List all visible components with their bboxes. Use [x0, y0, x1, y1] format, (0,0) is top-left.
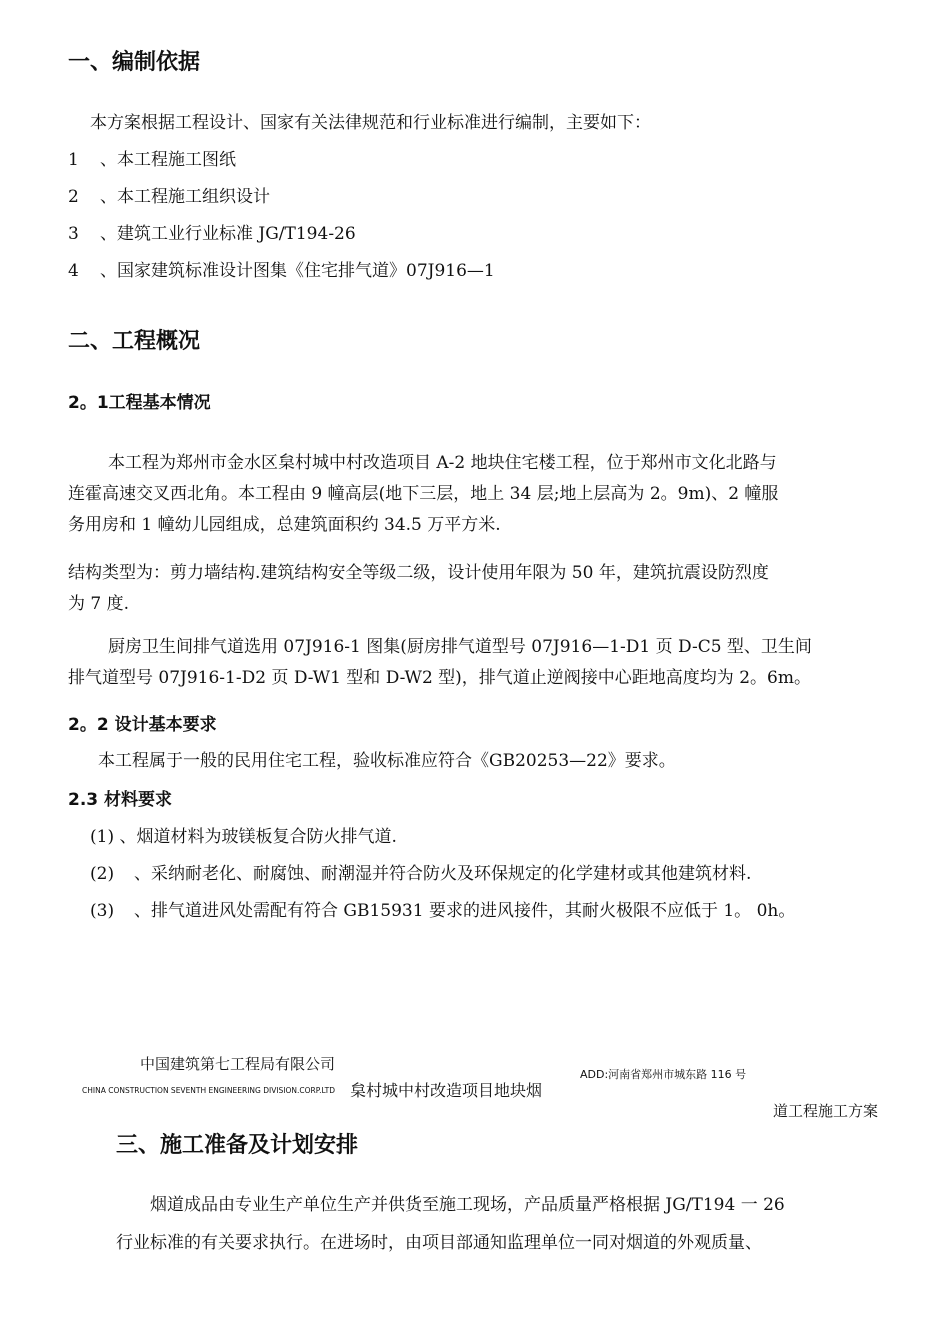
subsection-2-3-heading: 2.3 材料要求 [68, 790, 173, 810]
company-name-cn: 中国建筑第七工程局有限公司 [140, 1055, 336, 1073]
paragraph-line: 本工程为郑州市金水区枲村城中村改造项目 A-2 地块住宅楼工程，位于郑州市文化北路与 [108, 453, 777, 473]
paragraph-line: 为 7 度. [68, 594, 130, 614]
paragraph-line: 排气道型号 07J916-1-D2 页 D-W1 型和 D-W2 型)，排气道止逆阀接中心距地高度均为 2。6m。 [68, 668, 811, 688]
design-requirement-text: 本工程属于一般的民用住宅工程，验收标准应符合《GB20253—22》要求。 [98, 751, 676, 771]
paragraph-structure-type [68, 558, 908, 620]
list-item-text: 、采纳耐老化、耐腐蚀、耐潮湿并符合防火及环保规定的化学建材或其他建筑材料. [134, 864, 752, 884]
paragraph-line: 结构类型为：剪力墙结构.建筑结构安全等级二级，设计使用年限为 50 年，建筑抗震设防烈度 [68, 563, 769, 583]
list-item-text: 、本工程施工组织设计 [100, 187, 270, 207]
list-item-text: 、国家建筑标准设计图集《住宅排气道》07J916—1 [100, 261, 495, 281]
paragraph-preparation [116, 1186, 906, 1262]
section-2-heading: 二、工程概况 [68, 329, 201, 354]
list-item [90, 859, 751, 884]
section-3-heading: 三、施工准备及计划安排 [116, 1133, 359, 1158]
list-item-number: 2 [68, 187, 79, 207]
list-item-text: 、烟道材料为玻镁板复合防火排气道. [119, 827, 397, 847]
list-item-text: 、排气道进风处需配有符合 GB15931 要求的进风接件，其耐火极限不应低于 1。 0h。 [134, 901, 796, 921]
list-item [90, 822, 397, 847]
paragraph-line: 务用房和 1 幢幼儿园组成，总建筑面积约 34.5 万平方米. [68, 515, 501, 535]
section-1-heading: 一、编制依据 [68, 50, 201, 75]
list-item-number: (2) [90, 864, 115, 884]
list-item [68, 182, 270, 207]
list-item [90, 896, 795, 921]
paragraph-line: 行业标准的有关要求执行。在进场时，由项目部通知监理单位一同对烟道的外观质量、 [116, 1233, 762, 1253]
list-item [68, 256, 495, 281]
list-item-number: (3) [90, 901, 115, 921]
paragraph-exhaust-duct [68, 632, 908, 694]
list-item-number: 3 [68, 224, 79, 244]
subsection-2-1-heading: 2。1工程基本情况 [68, 393, 211, 413]
section-1-intro: 本方案根据工程设计、国家有关法律规范和行业标准进行编制，主要如下： [90, 113, 651, 133]
subsection-2-2-heading: 2。2 设计基本要求 [68, 715, 217, 735]
company-name-en: CHINA CONSTRUCTION SEVENTH ENGINEERING DIVISION.CORP.LTD [82, 1086, 336, 1095]
project-title-part2: 道工程施工方案 [773, 1102, 879, 1120]
paragraph-line: 厨房卫生间排气道选用 07J916-1 图集(厨房排气道型号 07J916—1-D1 页 D-C5 型、卫生间 [108, 637, 812, 657]
list-item-number: 4 [68, 261, 79, 281]
project-title-part1: 枲村城中村改造项目地块烟 [350, 1081, 543, 1100]
list-item-text: 、本工程施工图纸 [100, 150, 236, 170]
paragraph-project-basic [68, 448, 908, 541]
paragraph-line: 烟道成品由专业生产单位生产并供货至施工现场，产品质量严格根据 JG/T194 一 26 [150, 1195, 785, 1215]
company-address: ADD:河南省郑州市城东路 116 号 [580, 1068, 747, 1081]
list-item [68, 145, 236, 170]
list-item-number: 1 [68, 150, 79, 170]
list-item-text: 、建筑工业行业标准 JG/T194-26 [100, 224, 356, 244]
paragraph-line: 连霍高速交叉西北角。本工程由 9 幢高层(地下三层，地上 34 层;地上层高为 2。9m)、2 幢服 [68, 484, 779, 504]
list-item-number: (1) [90, 827, 115, 847]
list-item [68, 219, 356, 244]
